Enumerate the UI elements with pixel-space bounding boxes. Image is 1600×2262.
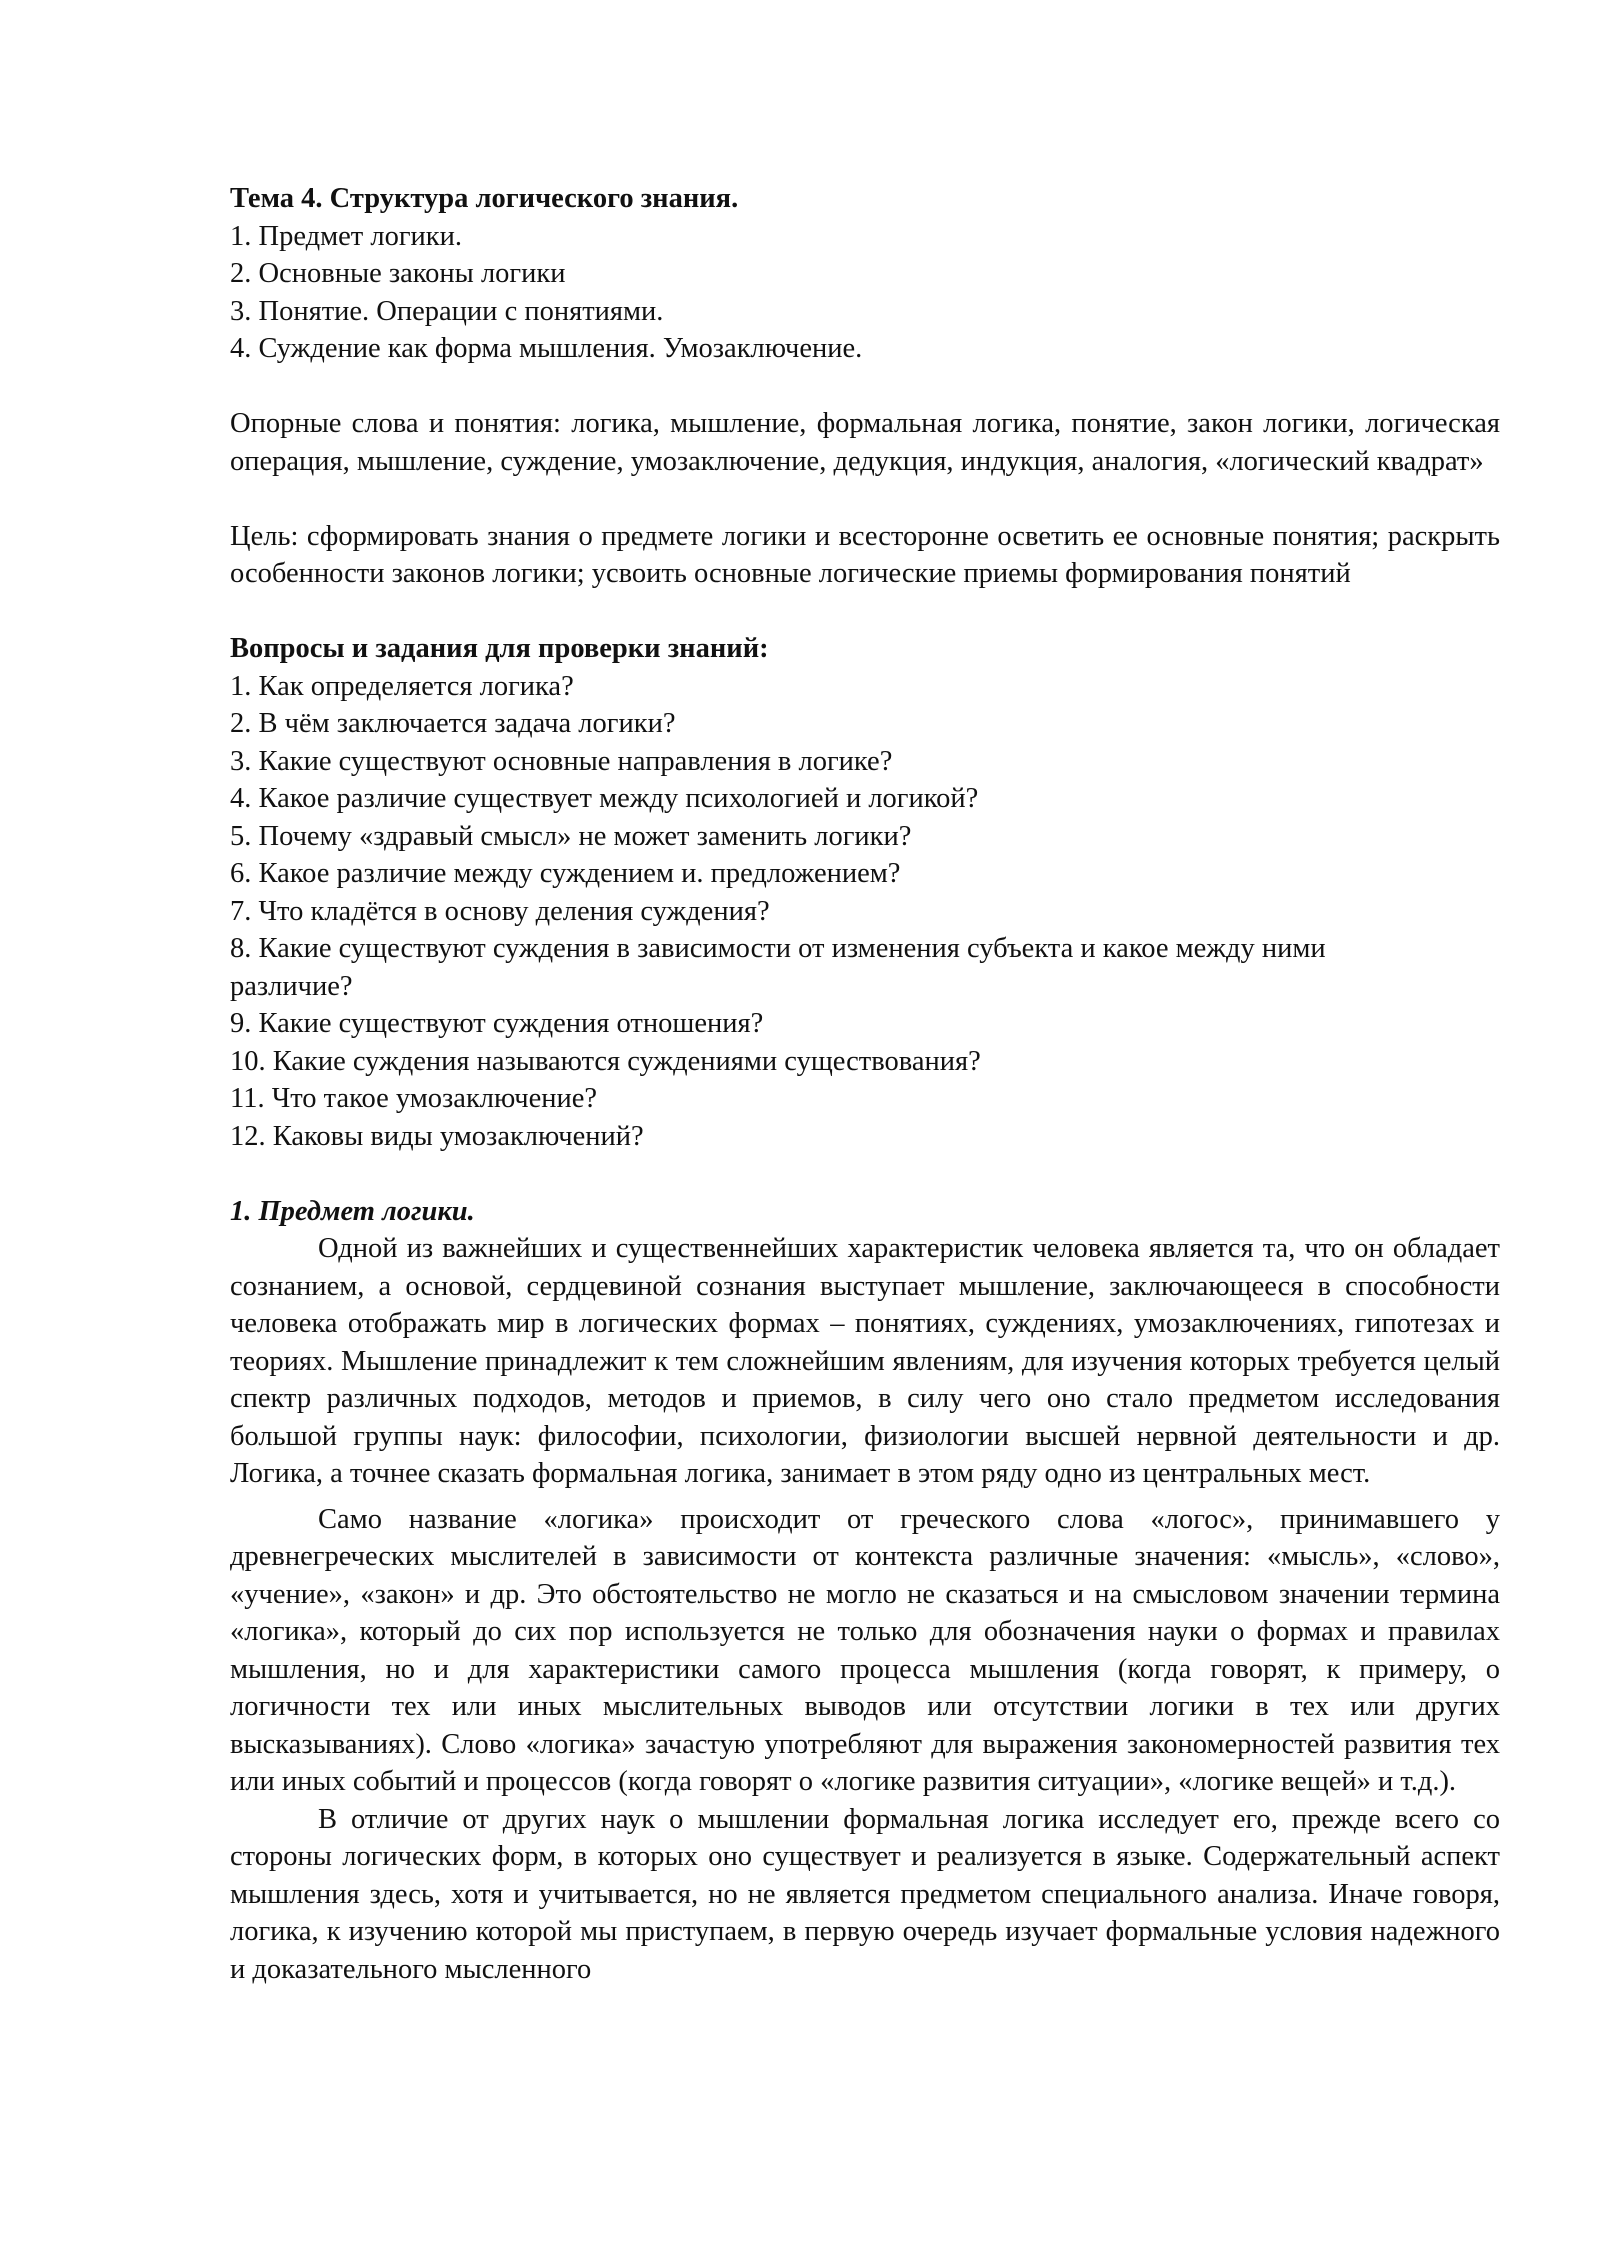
spacer <box>230 1155 1500 1193</box>
question-item: 9. Какие существуют суждения отношения? <box>230 1008 764 1039</box>
section-heading: 1. Предмет логики. <box>230 1195 475 1227</box>
topic-title: Тема 4. Структура логического знания. <box>230 183 739 214</box>
document-page <box>230 180 1500 1988</box>
plan-item: 4. Суждение как форма мышления. Умозаключение. <box>230 333 863 364</box>
question-item: 2. В чём заключается задача логики? <box>230 708 676 739</box>
questions-list <box>230 668 1500 1156</box>
question-item: 5. Почему «здравый смысл» не может заменить логики? <box>230 820 912 852</box>
plan-item: 1. Предмет логики. <box>230 220 463 252</box>
question-item-continuation: различие? <box>230 970 353 1002</box>
spacer <box>230 593 1500 631</box>
body-paragraph: В отличие от других наук о мышлении формальная логика исследует его, прежде всего со стороны логических форм, в которых оно существует и реализуется в языке. Содержательный аспект мышления здесь, хотя и учитывается, но не является предметом специального анализа. Иначе говоря, логика, к изучению которой мы приступаем, в первую очередь изучает формальные условия надежного и доказательного мысленного <box>230 1803 1500 1985</box>
key-words-paragraph: Опорные слова и понятия: логика, мышление, формальная логика, понятие, закон логики, логическая операция, мышление, суждение, умозаключение, дедукция, индукция, аналогия, «логический квадрат» <box>230 408 1500 477</box>
body-paragraph: Одной из важнейших и существеннейших характеристик человека является та, что он обладает сознанием, а основой, сердцевиной сознания выступает мышление, заключающееся в способности человека отображать мир в логических формах – понятиях, суждениях, умозаключениях, гипотезах и теориях. Мышление принадлежит к тем сложнейшим явлениям, для изучения которых требуется целый спектр различных подходов, методов и приемов, в силу чего оно стало предметом исследования большой группы наук: философии, психологии, физиологии высшей нервной деятельности и др. Логика, а точнее сказать формальная логика, занимает в этом ряду одно из центральных мест. <box>230 1233 1500 1489</box>
body-paragraph: Само название «логика» происходит от греческого слова «логос», принимавшего у древнегреческих мыслителей в зависимости от контекста различные значения: «мысль», «слово», «учение», «закон» и др. Это обстоятельство не могло не сказаться и на смысловом значении термина «логика», который до сих пор используется не только для обозначения науки о формах и правилах мышления, но и для характеристики самого процесса мышления (когда говорят, к примеру, о логичности тех или иных мыслительных выводов или отсутствии логики в тех или других высказываниях). Слово «логика» зачастую употребляют для выражения закономерностей развития тех или иных событий и процессов (когда говорят о «логике развития ситуации», «логике вещей» и т.д.). <box>230 1503 1500 1797</box>
question-item: 3. Какие существуют основные направления в логике? <box>230 745 893 777</box>
question-item: 1. Как определяется логика? <box>230 670 574 702</box>
question-item: 8. Какие существуют суждения в зависимости от изменения субъекта и какое между ними <box>230 933 1326 964</box>
question-item: 7. Что кладётся в основу деления суждения? <box>230 895 770 927</box>
question-item: 10. Какие суждения называются суждениями существования? <box>230 1045 981 1077</box>
question-item: 12. Каковы виды умозаключений? <box>230 1120 644 1152</box>
plan-item: 3. Понятие. Операции с понятиями. <box>230 295 664 327</box>
plan-item: 2. Основные законы логики <box>230 258 566 289</box>
questions-heading: Вопросы и задания для проверки знаний: <box>230 633 769 664</box>
question-item: 6. Какое различие между суждением и. предложением? <box>230 858 901 889</box>
question-item: 4. Какое различие существует между психологией и логикой? <box>230 783 979 814</box>
spacer <box>230 368 1500 406</box>
question-item: 11. Что такое умозаключение? <box>230 1083 598 1114</box>
goal-paragraph: Цель: сформировать знания о предмете логики и всесторонне осветить ее основные понятия; раскрыть особенности законов логики; усвоить основные логические приемы формирования понятий <box>230 520 1500 589</box>
plan-list <box>230 218 1500 368</box>
spacer <box>230 480 1500 518</box>
